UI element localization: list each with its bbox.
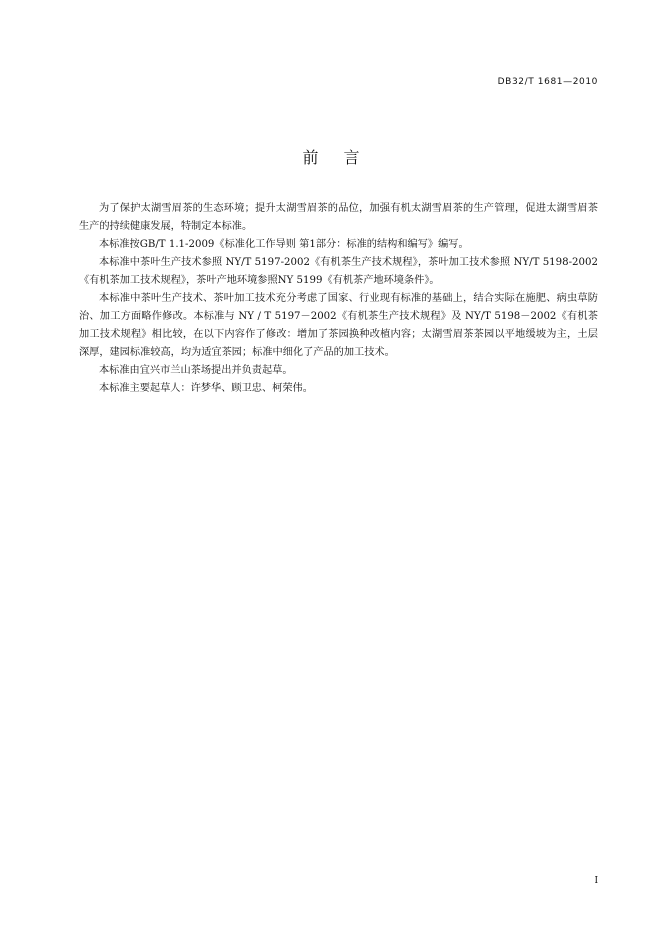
paragraph-referenced-standards: 本标准中茶叶生产技术参照 NY/T 5197-2002《有机茶生产技术规程》，茶叶加工技术参照 NY/T 5198-2002《有机茶加工技术规程》，茶叶产地环境参照NY 5199《有机茶产地环境条件》。: [79, 257, 598, 286]
foreword-body: [79, 200, 598, 398]
paragraph-modifications: 本标准中茶叶生产技术、茶叶加工技术充分考虑了国家、行业现有标准的基础上，结合实际在施肥、病虫草防治、加工方面略作修改。本标准与 NY / T 5197－2002《有机茶生产技术规程》及 NY/T 5198－2002《有机茶加工技术规程》相比较，在以下内容作了修改：增加了茶园换种改植内容；太湖雪眉茶茶园以平地缓坡为主，土层深厚，建园标准较高，均为适宜茶园；标准中细化了产品的加工技术。: [79, 293, 598, 358]
page-number: I: [594, 876, 598, 886]
paragraph-drafting-rules: 本标准按GB/T 1.1-2009《标准化工作导则 第1部分：标准的结构和编写》编写。: [99, 239, 469, 250]
paragraph-drafters: 本标准主要起草人：许梦华、顾卫忠、柯荣伟。: [99, 383, 313, 394]
paragraph-purpose: 为了保护太湖雪眉茶的生态环境；提升太湖雪眉茶的品位，加强有机太湖雪眉茶的生产管理，促进太湖雪眉茶生产的持续健康发展，特制定本标准。: [79, 203, 598, 232]
page-title: 前言: [302, 148, 385, 167]
standard-code: DB32/T 1681—2010: [497, 77, 598, 87]
paragraph-proposer: 本标准由宜兴市兰山茶场提出并负责起草。: [99, 365, 293, 376]
